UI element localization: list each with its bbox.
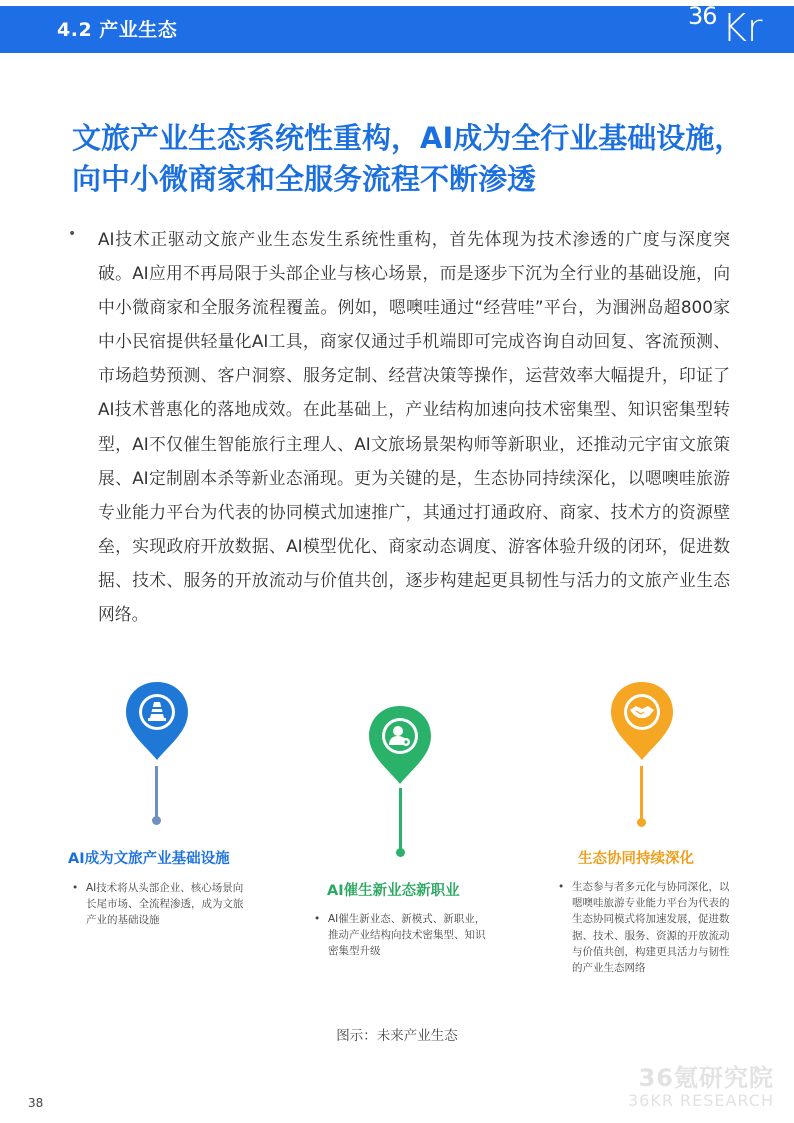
watermark <box>628 1058 774 1110</box>
watermark-en: 36KR RESEARCH <box>627 1091 774 1110</box>
diagram-bullet-1 <box>72 880 251 929</box>
diagram-stem-1 <box>155 766 158 818</box>
logo-number: 36 <box>688 2 717 30</box>
logo-letters: Kr <box>722 6 763 50</box>
diagram-pin-infrastructure <box>124 680 190 762</box>
bullet-dot: • <box>558 881 565 893</box>
bullet-dot: • <box>72 882 79 894</box>
diagram-stem-2 <box>399 788 402 852</box>
page-number: 38 <box>28 1096 44 1110</box>
watermark-cn: 36氪研究院 <box>638 1064 774 1092</box>
section-title: 4.2 产业生态 <box>57 19 178 41</box>
diagram-bullet-text-2: AI催生新业态、新模式、新职业，推动产业结构向技术密集型、知识密集型升级 <box>328 913 486 958</box>
diagram-bullet-3 <box>558 879 732 976</box>
diagram-stem-dot-1 <box>152 816 161 825</box>
diagram-title-2: AI催生新业态新职业 <box>327 883 460 899</box>
diagram-pin-new-jobs <box>367 704 433 786</box>
figure-caption: 图示：未来产业生态 <box>336 1028 458 1044</box>
brand-logo <box>684 0 794 53</box>
diagram-stem-dot-2 <box>396 848 405 857</box>
headline: 文旅产业生态系统性重构，AI成为全行业基础设施，向中小微商家和全服务流程不断渗透 <box>72 121 744 196</box>
diagram-stem-dot-3 <box>637 818 646 827</box>
bullet-dot: • <box>314 913 321 925</box>
diagram-title-3: 生态协同持续深化 <box>578 851 694 867</box>
body-bullet: • <box>68 226 77 242</box>
diagram-title-1: AI成为文旅产业基础设施 <box>68 851 230 867</box>
diagram-bullet-text-1: AI技术将从头部企业、核心场景向长尾市场、全流程渗透，成为文旅产业的基础设施 <box>86 882 244 927</box>
diagram-bullet-text-3: 生态参与者多元化与协同深化，以嗯噢哇旅游专业能力平台为代表的生态协同模式将加速发展，促进数据、技术、服务、资源的开放流动与价值共创，构建更具活力与韧性的产业生态网络 <box>572 881 730 975</box>
diagram-pin-ecosystem <box>609 680 675 762</box>
body-paragraph: AI技术正驱动文旅产业生态发生系统性重构，首先体现为技术渗透的广度与深度突破。AI应用不再局限于头部企业与核心场景，而是逐步下沉为全行业的基础设施，向中小微商家和全服务流程覆盖。例如，嗯噢哇通过“经营哇”平台，为涠洲岛超800家中小民宿提供轻量化AI工具，商家仅通过手机端即可完成咨询自动回复、客流预测、市场趋势预测、客户洞察、服务定制、经营决策等操作，运营效率大幅提升，印证了AI技术普惠化的落地成效。在此基础上，产业结构加速向技术密集型、知识密集型转型，AI不仅催生智能旅行主理人、AI文旅场景架构师等新职业，还推动元宇宙文旅策展、AI定制剧本杀等新业态涌现。更为关键的是，生态协同持续深化，以嗯噢哇旅游专业能力平台为代表的协同模式加速推广，其通过打通政府、商家、技术方的资源壁垒，实现政府开放数据、AI模型优化、商家动态调度、游客体验升级的闭环，促进数据、技术、服务的开放流动与价值共创，逐步构建起更具韧性与活力的文旅产业生态网络。 <box>98 229 730 625</box>
diagram-stem-3 <box>640 766 643 822</box>
diagram-bullet-2 <box>314 911 493 960</box>
header-bar <box>0 6 794 53</box>
